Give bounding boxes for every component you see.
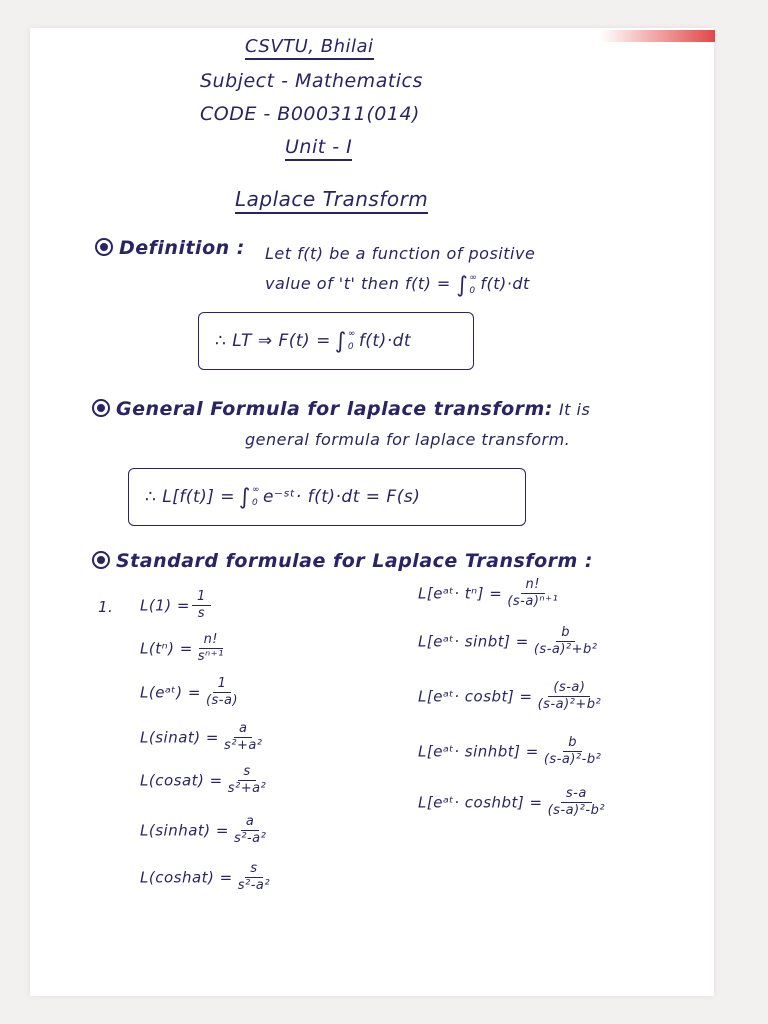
right-formula-5 <box>418 787 610 819</box>
definition-formula-box <box>198 312 474 370</box>
right-formula-3 <box>418 681 606 713</box>
bullet-icon <box>95 238 113 256</box>
general-heading: General Formula for laplace transform: <box>116 398 553 420</box>
formula-fraction <box>504 578 561 610</box>
code-line: CODE - B000311(014) <box>200 103 420 125</box>
fraction-numerator: 1 <box>192 590 211 606</box>
right-formula-1 <box>418 578 563 610</box>
left-formula-6 <box>140 815 271 847</box>
formula-lhs: L(sinat) = <box>140 728 219 747</box>
upper-limit: ∞ <box>469 273 478 283</box>
definition-integrand: f(t)·dt <box>480 274 530 294</box>
bullet-icon <box>92 399 110 417</box>
fraction-numerator: n! <box>199 633 223 649</box>
definition-box-prefix: ∴ LT ⇒ F(t) = <box>215 331 331 351</box>
fraction-numerator: n! <box>521 578 545 594</box>
standard-heading: Standard formulae for Laplace Transform : <box>116 550 594 572</box>
general-text-line2: general formula for laplace transform. <box>245 430 571 449</box>
integral-sign: ∫ <box>334 328 347 354</box>
integral-sign: ∫ <box>239 484 251 510</box>
formula-fraction <box>541 736 604 768</box>
formula-fraction <box>221 722 266 754</box>
definition-text-line2-row <box>265 272 530 298</box>
lower-limit: 0 <box>469 285 476 296</box>
fraction-numerator: b <box>556 626 575 642</box>
formula-fraction <box>531 626 601 658</box>
fraction-numerator: (s-a) <box>548 681 590 697</box>
formula-lhs: L(tⁿ) = <box>140 639 193 658</box>
subject-line: Subject - Mathematics <box>200 70 423 92</box>
formula-fraction <box>225 765 270 797</box>
integral-limits <box>348 328 356 353</box>
formula-fraction <box>235 862 273 894</box>
left-formula-3 <box>140 677 243 709</box>
formula-lhs: L[eᵃᵗ· cosbt] = <box>418 687 533 706</box>
fraction-denominator: s²+a² <box>227 780 267 796</box>
fraction-numerator: s <box>245 862 262 878</box>
fraction-numerator: a <box>234 722 252 738</box>
unit-title: Unit - I <box>285 136 352 161</box>
lower-limit: 0 <box>347 342 355 352</box>
right-formula-2 <box>418 626 603 658</box>
left-formula-1 <box>140 590 213 622</box>
formula-fraction <box>535 681 605 713</box>
definition-box-integrand: f(t)·dt <box>358 331 412 351</box>
general-heading-row <box>92 398 590 420</box>
general-formula-box <box>128 468 526 526</box>
formula-index: 1. <box>98 598 114 616</box>
left-formula-4 <box>140 722 268 754</box>
bullet-icon <box>92 551 110 569</box>
definition-heading-row <box>95 237 245 259</box>
fraction-denominator: (s-a)²-b² <box>543 751 602 767</box>
general-box-integrand: e⁻ˢᵗ· f(t)·dt = F(s) <box>263 487 421 507</box>
formula-lhs: L(1) = <box>140 596 190 615</box>
upper-limit: ∞ <box>252 485 260 496</box>
formula-fraction <box>231 815 269 847</box>
formula-fraction <box>545 787 608 819</box>
formula-fraction <box>203 677 241 709</box>
page-edge-mark <box>600 30 715 42</box>
fraction-numerator: 1 <box>213 677 232 693</box>
fraction-numerator: b <box>563 736 582 752</box>
upper-limit: ∞ <box>347 329 356 340</box>
fraction-denominator: sⁿ⁺¹ <box>197 648 224 664</box>
fraction-denominator: (s-a)²-b² <box>547 802 606 818</box>
fraction-denominator: s²-a² <box>233 830 267 846</box>
fraction-denominator: s <box>197 605 205 621</box>
integral-limits <box>469 272 477 297</box>
formula-lhs: L[eᵃᵗ· sinhbt] = <box>418 742 539 761</box>
integral-sign: ∫ <box>456 273 469 299</box>
formula-lhs: L(sinhat) = <box>140 821 229 840</box>
fraction-numerator: s-a <box>561 787 592 803</box>
general-text-line1: It is <box>558 400 591 419</box>
fraction-numerator: a <box>241 815 259 831</box>
general-box-prefix: ∴ L[f(t)] = <box>145 487 236 507</box>
integral-limits <box>252 484 260 509</box>
right-formula-4 <box>418 736 606 768</box>
fraction-denominator: s²+a² <box>223 737 263 753</box>
university-title: CSVTU, Bhilai <box>245 36 374 60</box>
fraction-denominator: s²-a² <box>237 877 271 893</box>
formula-lhs: L(cosat) = <box>140 771 223 790</box>
fraction-denominator: (s-a)²+b² <box>537 696 602 712</box>
topic-title: Laplace Transform <box>235 187 428 214</box>
standard-heading-row <box>92 550 593 572</box>
lower-limit: 0 <box>252 498 259 508</box>
fraction-denominator: (s-a)ⁿ⁺¹ <box>507 593 559 609</box>
definition-text-line2: value of 't' then f(t) = <box>265 274 451 294</box>
definition-text-line1: Let f(t) be a function of positive <box>265 244 536 263</box>
formula-lhs: L[eᵃᵗ· sinbt] = <box>418 632 529 651</box>
definition-heading: Definition : <box>119 237 245 259</box>
left-formula-2 <box>140 633 229 665</box>
formula-lhs: L[eᵃᵗ· coshbt] = <box>418 793 543 812</box>
formula-lhs: L[eᵃᵗ· tⁿ] = <box>418 584 503 603</box>
left-formula-7 <box>140 862 275 894</box>
formula-lhs: L(coshat) = <box>140 868 233 887</box>
fraction-numerator: s <box>238 765 255 781</box>
formula-fraction <box>195 633 227 665</box>
fraction-denominator: (s-a) <box>205 692 239 708</box>
formula-fraction <box>192 590 211 622</box>
formula-lhs: L(eᵃᵗ) = <box>140 683 201 702</box>
fraction-denominator: (s-a)²+b² <box>533 641 598 657</box>
left-formula-5 <box>140 765 271 797</box>
